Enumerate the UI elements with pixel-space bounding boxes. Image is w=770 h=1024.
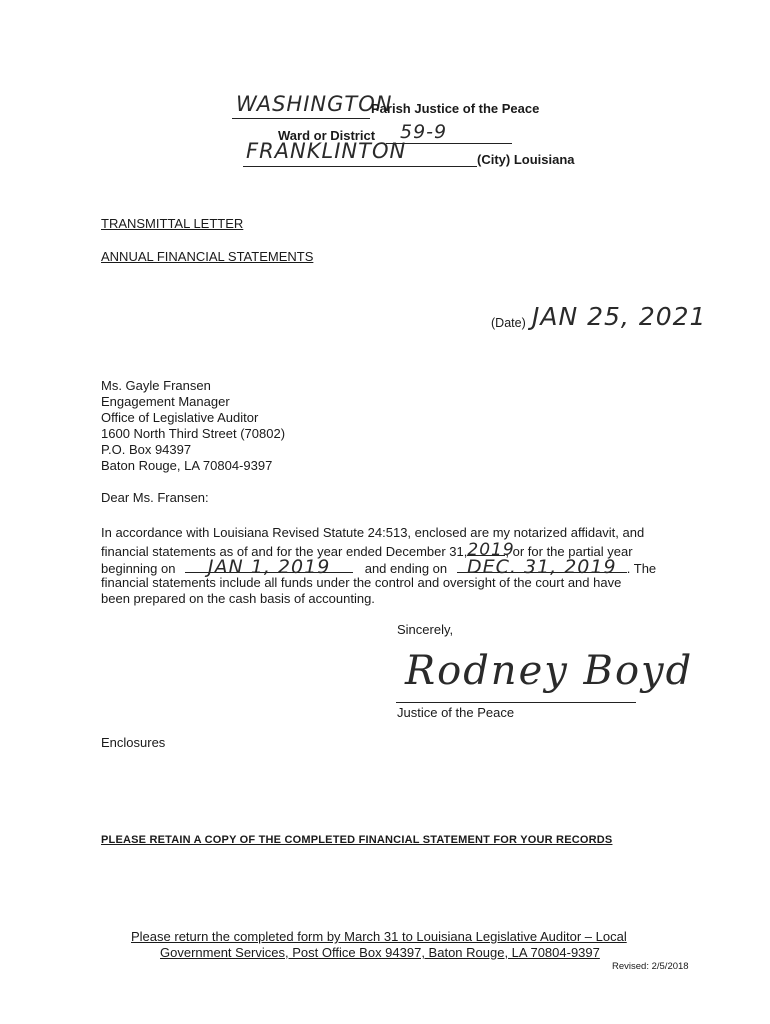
salutation: Dear Ms. Fransen: <box>101 490 209 505</box>
title-annual-financial-statements: ANNUAL FINANCIAL STATEMENTS <box>101 249 314 264</box>
address-line: Office of Legislative Auditor <box>101 410 259 425</box>
ward-handwritten: 59-9 <box>400 121 448 143</box>
body-line-2b: , or for the partial year <box>505 544 633 559</box>
address-line: 1600 North Third Street (70802) <box>101 426 286 441</box>
city-handwritten: FRANKLINTON <box>246 139 407 163</box>
parish-label: Parish Justice of the Peace <box>371 101 540 116</box>
city-underline <box>243 166 477 167</box>
revised-date: Revised: 2/5/2018 <box>612 961 689 972</box>
address-line: Baton Rouge, LA 70804-9397 <box>101 458 273 473</box>
body-line-1: In accordance with Louisiana Revised Statute 24:513, enclosed are my notarized affidavit, and <box>101 525 645 540</box>
retain-notice: PLEASE RETAIN A COPY OF THE COMPLETED FINANCIAL STATEMENT FOR YOUR RECORDS <box>101 834 613 846</box>
address-line: Engagement Manager <box>101 394 230 409</box>
closing: Sincerely, <box>397 622 454 637</box>
body-line-3a: beginning on <box>101 561 176 576</box>
body-line-5: been prepared on the cash basis of accounting. <box>101 591 375 606</box>
body-line-4: financial statements include all funds under the control and oversight of the court and have <box>101 575 622 590</box>
body-line-2a: financial statements as of and for the year ended December 31, <box>101 544 468 559</box>
date-label: (Date) <box>491 316 526 330</box>
end-date-handwritten: DEC. 31, 2019 <box>466 556 617 578</box>
body-line-3c: . The <box>626 561 657 576</box>
enclosures-label: Enclosures <box>101 735 166 750</box>
title-transmittal-letter: TRANSMITTAL LETTER <box>101 216 244 231</box>
footer-line-1: Please return the completed form by March 31 to Louisiana Legislative Auditor – Local <box>131 929 627 944</box>
year-field <box>467 540 515 560</box>
begin-date-field <box>185 556 353 578</box>
address-block <box>101 378 285 474</box>
footer-line-2: Government Services, Post Office Box 94397, Baton Rouge, LA 70804-9397 <box>160 945 600 960</box>
signer-title: Justice of the Peace <box>397 705 515 720</box>
city-label: (City) Louisiana <box>477 152 575 167</box>
end-date-field <box>457 556 627 578</box>
address-line: Ms. Gayle Fransen <box>101 378 211 393</box>
date-handwritten: JAN 25, 2021 <box>532 302 707 331</box>
signature-line <box>396 702 636 703</box>
parish-handwritten: WASHINGTON <box>236 92 393 116</box>
body-line-3b: and ending on <box>364 561 448 576</box>
ward-label: Ward or District <box>278 128 376 143</box>
begin-date-handwritten: JAN 1, 2019 <box>207 556 331 578</box>
address-line: P.O. Box 94397 <box>101 442 192 457</box>
year-handwritten: 2019 <box>467 540 515 560</box>
parish-underline <box>232 118 370 119</box>
signature-handwritten: Rodney Boyd <box>405 648 694 694</box>
